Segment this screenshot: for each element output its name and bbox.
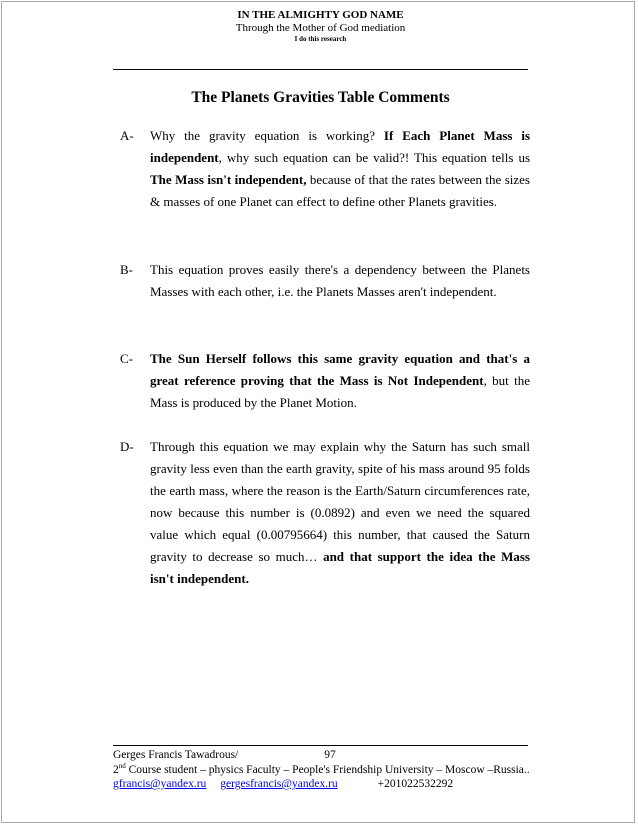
email-link-2[interactable]: gergesfrancis@yandex.ru [220,778,338,790]
comment-item-b [120,259,530,303]
item-label: D- [120,439,134,454]
header-line-3: I do this research [294,35,347,43]
footer-line-3 [113,777,533,792]
comment-item-c [120,348,530,414]
phone-number: +201022532292 [377,778,454,790]
item-label: A- [120,128,134,143]
comment-item-a [120,125,530,213]
page-header [113,9,528,44]
item-label: B- [120,262,133,277]
header-line-1: IN THE ALMIGHTY GOD NAME [237,9,404,21]
item-text: This equation proves easily there's a dependency between the Planets Masses with each other, i.e. the Planets Masses aren't independent. [150,262,530,299]
comment-item-d [120,436,530,590]
footer-line-2: 2nd Course student – physics Faculty – People's Friendship University – Moscow –Russia.. [113,761,530,776]
footer-divider [113,745,528,746]
item-text: Through this equation we may explain why the Saturn has such small gravity less even than the earth gravity, spite of his mass around 95 folds the earth mass, where the reason is the Earth/Saturn circumferences rate, now because this number is (0.0892) and even we need the squared value which equal (0.00795664) this number, that caused the Saturn gravity to decrease so much… and that support the idea the Mass isn't independent. [150,439,530,586]
email-link-1[interactable]: gfrancis@yandex.ru [113,778,207,790]
item-text: Why the gravity equation is working? If Each Planet Mass is independent, why such equation can be valid?! This equation tells us The Mass isn't independent, because of that the rates between the sizes & masses of one Planet can effect to define other Planets gravities. [150,128,530,209]
header-line-2: Through the Mother of God mediation [235,22,406,34]
item-label: C- [120,351,133,366]
footer-author: Gerges Francis Tawadrous/ [113,749,239,761]
header-divider [113,69,528,70]
page-number: 97 [324,749,336,761]
item-text: The Sun Herself follows this same gravity equation and that's a great reference proving that the Mass is Not Independent, but the Mass is produced by the Planet Motion. [150,351,530,410]
page-title: The Planets Gravities Table Comments [191,89,450,106]
footer-line-1 [113,748,533,763]
page-footer [113,748,533,792]
